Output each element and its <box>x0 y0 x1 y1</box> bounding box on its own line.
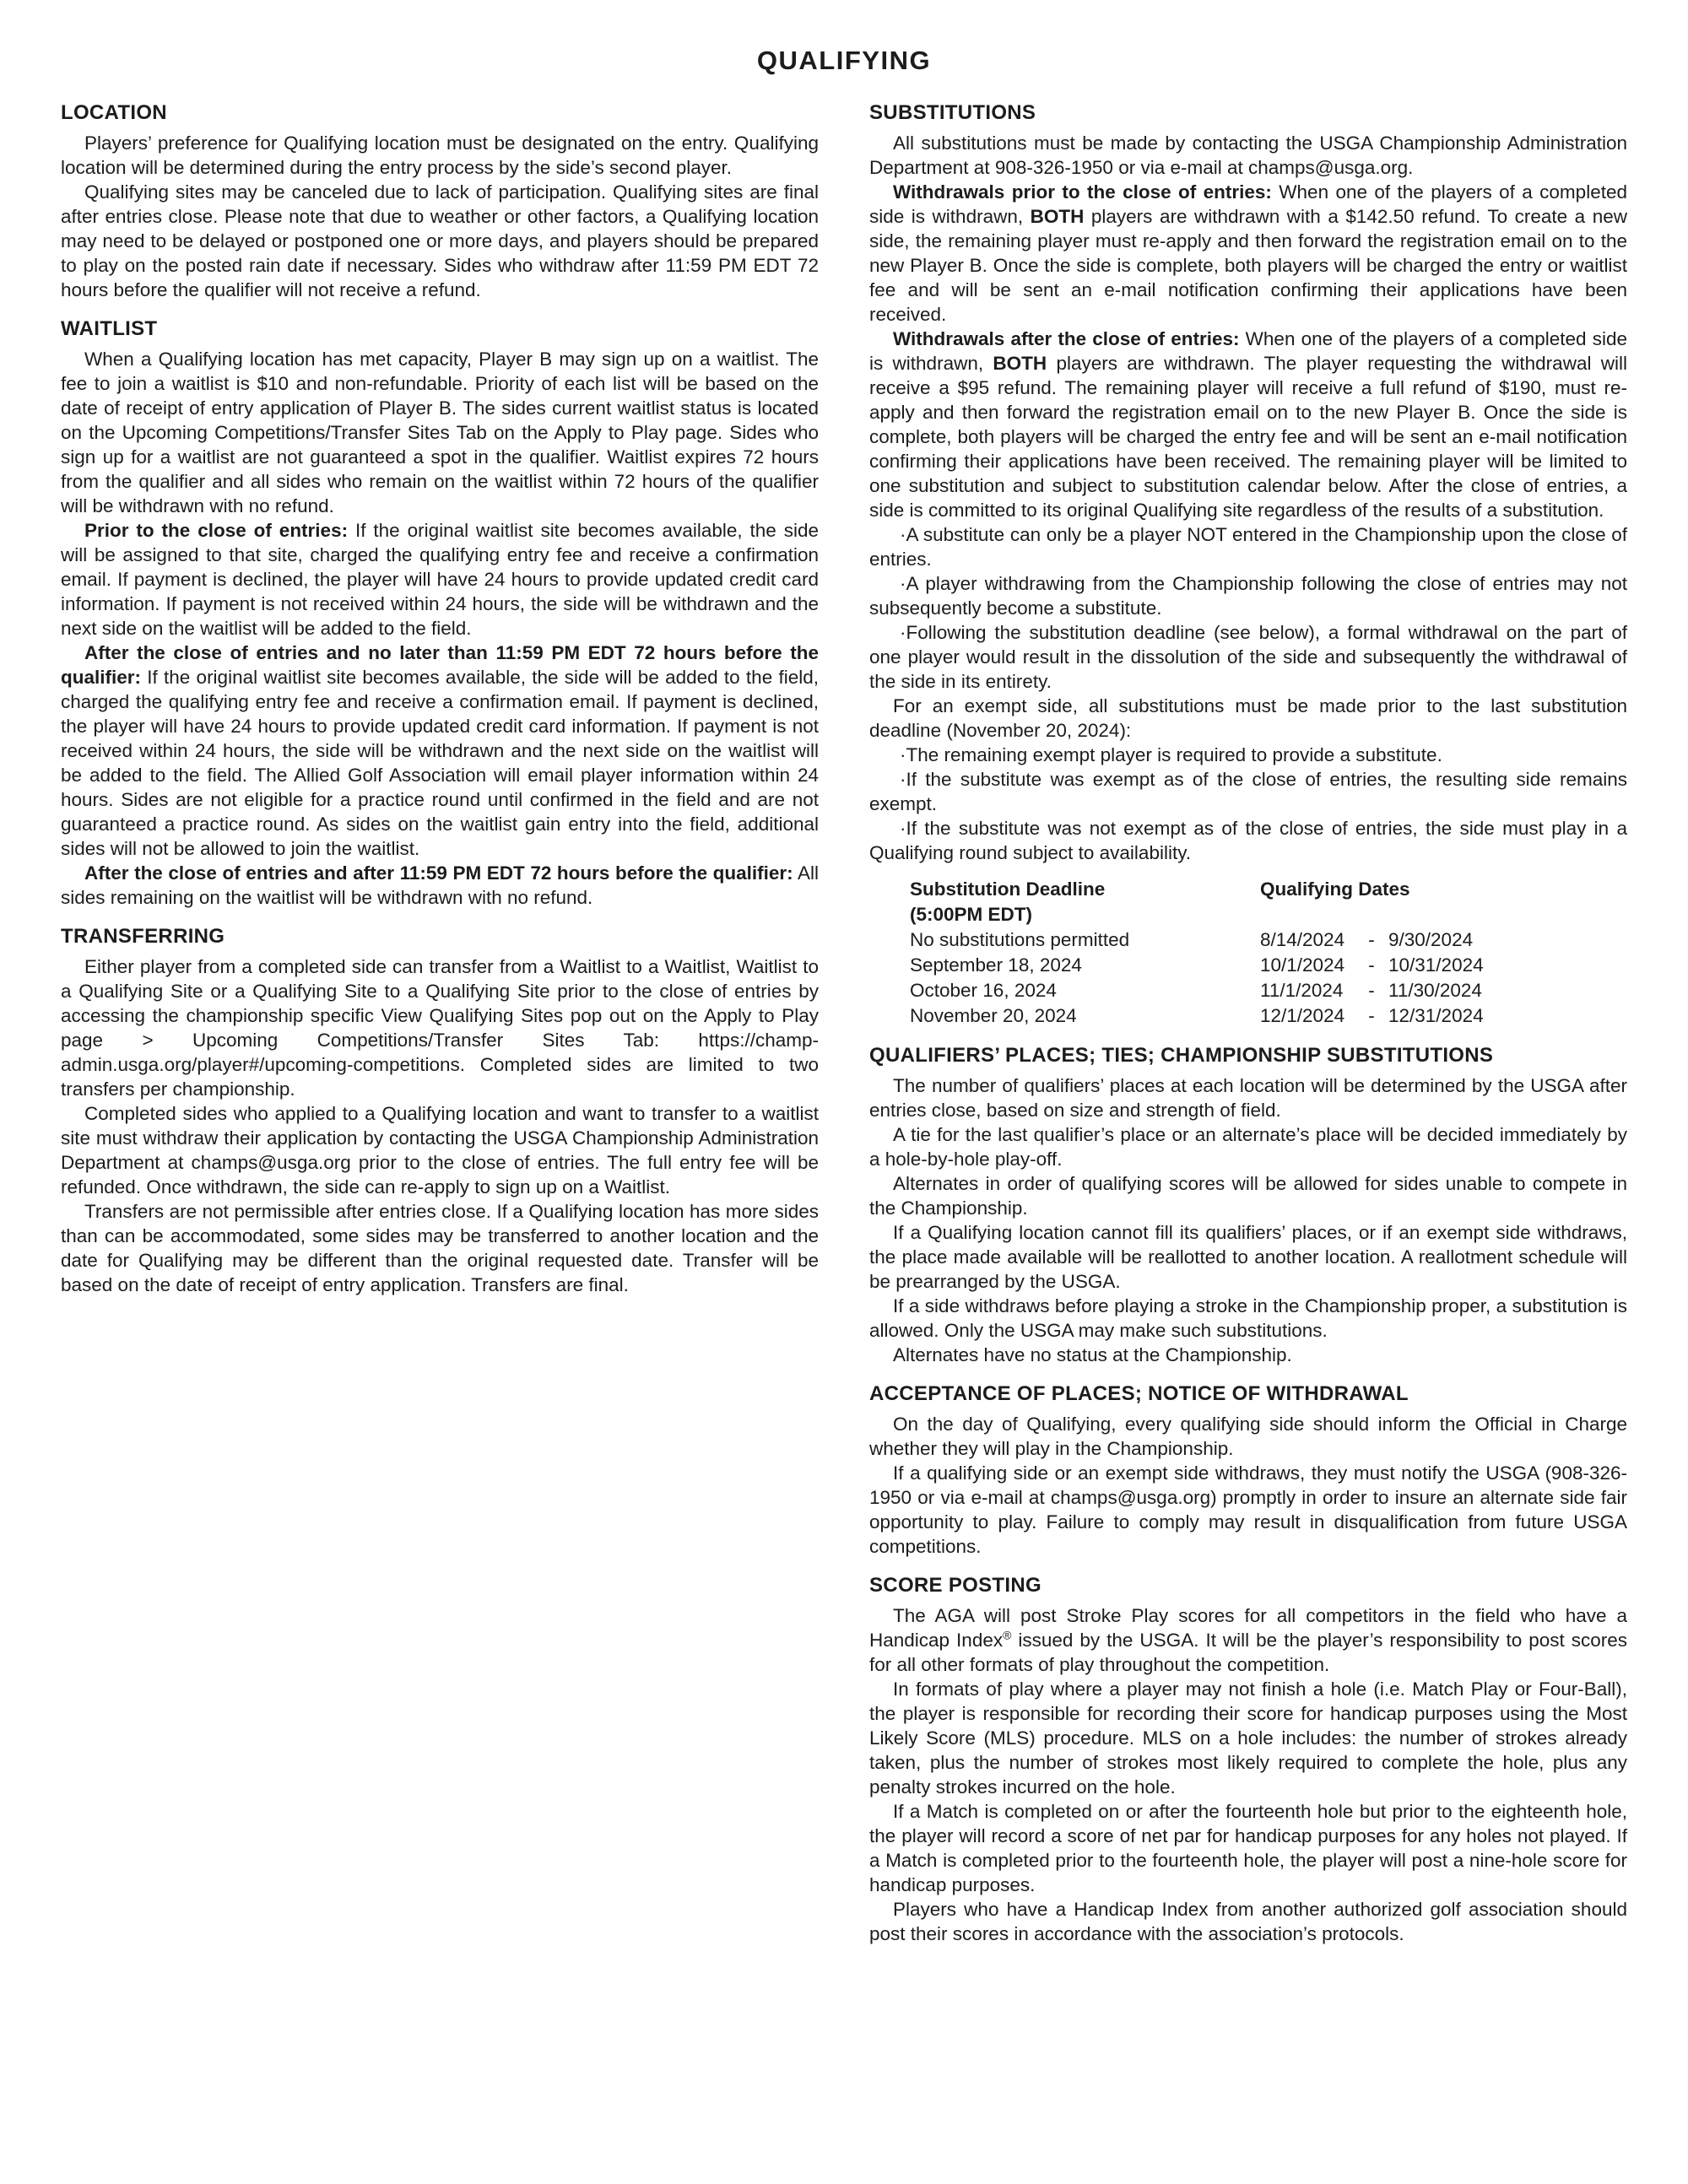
section-waitlist <box>61 317 819 910</box>
table-header-deadline: Substitution Deadline <box>910 878 1106 900</box>
table-cell-deadline: September 18, 2024 <box>910 954 1082 976</box>
paragraph: Withdrawals prior to the close of entries: When one of the players of a completed side is withdrawn, BOTH players are withdrawn with a $142.50 refund. To create a new side, the remaining player must re-apply and then forward the registration email on to the new Player B. Once the side is complete, both players will be charged the entry or waitlist fee and will be sent an e-mail notification confirming their applications have been received. <box>869 181 1627 325</box>
table-cell-date-end: 10/31/2024 <box>1388 954 1484 976</box>
section-qualifiers-places <box>869 1044 1627 1367</box>
table-row <box>910 978 1627 1003</box>
table-cell-date-separator: - <box>1368 954 1375 976</box>
table-row <box>910 953 1627 978</box>
paragraph: Withdrawals after the close of entries: When one of the players of a completed side is withdrawn, BOTH players are withdrawn. The player requesting the withdrawal will receive a $95 refund. The remaining player will receive a full refund of $190, must re-apply and then forward the registration email on to the new Player B. Once the side is complete, both players will be charged the entry fee and will be sent an e-mail notification confirming their applications have been received. The remaining player will be limited to one substitution and subject to substitution calendar below. After the close of entries, a side is committed to its original Qualifying site regardless of the results of a substitution. <box>869 328 1627 521</box>
paragraph: Either player from a completed side can transfer from a Waitlist to a Waitlist, Waitlist to a Qualifying Site or a Qualifying Site to a Qualifying Site prior to the close of entries by accessing the championship specific View Qualifying Sites pop out on the Apply to Play page > Upcoming Competitions/Transfer Sites Tab: https://champ-admin.usga.org/player#/upcoming-competitions. Completed sides are limited to two transfers per championship. <box>61 956 819 1100</box>
section-substitutions <box>869 101 1627 1029</box>
bullet-item: ·The remaining exempt player is required to provide a substitute. <box>900 744 1442 765</box>
table-header-dates: Qualifying Dates <box>1260 878 1410 900</box>
section-heading-substitutions: SUBSTITUTIONS <box>869 101 1036 124</box>
paragraph: If a Match is completed on or after the fourteenth hole but prior to the eighteenth hole, the player will record a score of net par for handicap purposes for any holes not played. If a Match is completed prior to the fourteenth hole, the player will post a nine-hole score for handicap purposes. <box>869 1801 1627 1895</box>
paragraph: On the day of Qualifying, every qualifying side should inform the Official in Charge whether they will play in the Championship. <box>869 1414 1627 1459</box>
paragraph: When a Qualifying location has met capacity, Player B may sign up on a waitlist. The fee to join a waitlist is $10 and non-refundable. Priority of each list will be based on the date of receipt of entry application of Player B. The sides current waitlist status is located on the Upcoming Competitions/Transfer Sites Tab on the Apply to Play page. Sides who sign up for a waitlist are not guaranteed a spot in the qualifier. Waitlist expires 72 hours from the qualifier and all sides who remain on the waitlist within 72 hours of the qualifier will be withdrawn with no refund. <box>61 349 819 516</box>
paragraph: Completed sides who applied to a Qualifying location and want to transfer to a waitlist site must withdraw their application by contacting the USGA Championship Administration Department at champs@usga.org prior to the close of entries. The full entry fee will be refunded. Once withdrawn, the side can re-apply to sign up on a Waitlist. <box>61 1103 819 1197</box>
content-columns <box>61 101 1627 1946</box>
table-cell-date-separator: - <box>1368 980 1375 1001</box>
section-transferring <box>61 925 819 1297</box>
paragraph: A tie for the last qualifier’s place or an alternate’s place will be decided immediately by a hole-by-hole play-off. <box>869 1124 1627 1170</box>
section-acceptance <box>869 1382 1627 1559</box>
table-cell-deadline: November 20, 2024 <box>910 1005 1077 1026</box>
table-cell-deadline: October 16, 2024 <box>910 980 1057 1001</box>
right-column <box>869 101 1627 1946</box>
paragraph: The number of qualifiers’ places at each location will be determined by the USGA after entries close, based on size and strength of field. <box>869 1075 1627 1121</box>
table-cell-date-separator: - <box>1368 1005 1375 1026</box>
bullet-item: ·A player withdrawing from the Championship following the close of entries may not subsequently become a substitute. <box>869 573 1627 619</box>
paragraph: Players who have a Handicap Index from another authorized golf association should post their scores in accordance with the association’s protocols. <box>869 1899 1627 1944</box>
paragraph: For an exempt side, all substitutions must be made prior to the last substitution deadline (November 20, 2024): <box>869 695 1627 741</box>
table-cell-date-start: 10/1/2024 <box>1260 954 1345 976</box>
section-score-posting <box>869 1574 1627 1946</box>
section-heading-acceptance: ACCEPTANCE OF PLACES; NOTICE OF WITHDRAWAL <box>869 1382 1409 1405</box>
table-cell-deadline: No substitutions permitted <box>910 929 1130 950</box>
paragraph: If a Qualifying location cannot fill its qualifiers’ places, or if an exempt side withdraws, the place made available will be reallotted to another location. A reallotment schedule will be prearranged by the USGA. <box>869 1222 1627 1292</box>
paragraph: Alternates in order of qualifying scores will be allowed for sides unable to compete in the Championship. <box>869 1173 1627 1219</box>
table-row <box>910 1003 1627 1029</box>
table-cell-date-end: 11/30/2024 <box>1388 980 1482 1001</box>
table-header-row-2 <box>910 902 1627 927</box>
left-column <box>61 101 819 1946</box>
paragraph: All substitutions must be made by contacting the USGA Championship Administration Department at 908-326-1950 or via e-mail at champs@usga.org. <box>869 132 1627 178</box>
table-header-deadline-time: (5:00PM EDT) <box>910 904 1033 925</box>
paragraph: After the close of entries and no later than 11:59 PM EDT 72 hours before the qualifier: If the original waitlist site becomes available, the side will be added to the field, charged the qualifying entry fee and receive a confirmation email. If payment is declined, the player will have 24 hours to provide updated credit card information. If payment is not received within 24 hours, the side will be withdrawn and the next side on the waitlist will be added to the field. The Allied Golf Association will email player information within 24 hours. Sides are not eligible for a practice round until confirmed in the field and are not guaranteed a practice round. As sides on the waitlist gain entry into the field, additional sides will not be allowed to join the waitlist. <box>61 642 819 859</box>
table-header-row <box>910 877 1627 902</box>
paragraph: Players’ preference for Qualifying location must be designated on the entry. Qualifying location will be determined during the entry process by the side’s second player. <box>61 132 819 178</box>
section-heading-waitlist: WAITLIST <box>61 317 158 340</box>
paragraph: Prior to the close of entries: If the original waitlist site becomes available, the side will be assigned to that site, charged the qualifying entry fee and receive a confirmation email. If payment is declined, the player will have 24 hours to provide updated credit card information. If payment is not received within 24 hours, the side will be withdrawn and the next side on the waitlist will be added to the field. <box>61 520 819 639</box>
table-cell-date-separator: - <box>1368 929 1375 950</box>
substitution-deadline-table <box>910 877 1627 1029</box>
table-cell-date-end: 9/30/2024 <box>1388 929 1474 950</box>
paragraph: Transfers are not permissible after entries close. If a Qualifying location has more sides than can be accommodated, some sides may be transferred to another location and the date for Qualifying may be different than the original requested date. Transfer will be based on the date of receipt of entry application. Transfers are final. <box>61 1201 819 1295</box>
paragraph: If a side withdraws before playing a stroke in the Championship proper, a substitution is allowed. Only the USGA may make such substitutions. <box>869 1295 1627 1341</box>
section-heading-score-posting: SCORE POSTING <box>869 1574 1041 1597</box>
bullet-item: ·If the substitute was not exempt as of the close of entries, the side must play in a Qualifying round subject to availability. <box>869 818 1627 863</box>
table-cell-date-start: 12/1/2024 <box>1260 1005 1345 1026</box>
section-location <box>61 101 819 302</box>
paragraph: In formats of play where a player may not finish a hole (i.e. Match Play or Four-Ball), the player is responsible for recording their score for handicap purposes using the Most Likely Score (MLS) procedure. MLS on a hole includes: the number of strokes already taken, plus the number of strokes most likely required to complete the hole, plus any penalty strokes incurred on the hole. <box>869 1679 1627 1797</box>
paragraph: Alternates have no status at the Championship. <box>893 1344 1292 1365</box>
table-cell-date-start: 11/1/2024 <box>1260 980 1344 1001</box>
table-row <box>910 927 1627 953</box>
paragraph: If a qualifying side or an exempt side withdraws, they must notify the USGA (908-326-1950 or via e-mail at champs@usga.org) promptly in order to insure an alternate side fair opportunity to play. Failure to comply may result in disqualification from future USGA competitions. <box>869 1462 1627 1557</box>
bullet-item: ·If the substitute was exempt as of the close of entries, the resulting side remains exempt. <box>869 769 1627 814</box>
table-cell-date-start: 8/14/2024 <box>1260 929 1345 950</box>
paragraph: The AGA will post Stroke Play scores for all competitors in the field who have a Handicap Index® issued by the USGA. It will be the player’s responsibility to post scores for all other formats of play throughout the competition. <box>869 1605 1628 1675</box>
bullet-item: ·A substitute can only be a player NOT entered in the Championship upon the close of entries. <box>869 524 1627 570</box>
page-title: QUALIFYING <box>756 46 932 75</box>
table-cell-date-end: 12/31/2024 <box>1388 1005 1484 1026</box>
section-heading-transferring: TRANSFERRING <box>61 925 225 948</box>
section-heading-location: LOCATION <box>61 101 167 124</box>
section-heading-qualifiers-places: QUALIFIERS’ PLACES; TIES; CHAMPIONSHIP SUBSTITUTIONS <box>869 1044 1494 1067</box>
paragraph: After the close of entries and after 11:59 PM EDT 72 hours before the qualifier: All sides remaining on the waitlist will be withdrawn with no refund. <box>61 862 820 908</box>
bullet-item: ·Following the substitution deadline (see below), a formal withdrawal on the part of one player would result in the dissolution of the side and subsequently the withdrawal of the side in its entirety. <box>869 622 1627 692</box>
paragraph: Qualifying sites may be canceled due to lack of participation. Qualifying sites are final after entries close. Please note that due to weather or other factors, a Qualifying location may need to be delayed or postponed one or more days, and players should be prepared to play on the posted rain date if necessary. Sides who withdraw after 11:59 PM EDT 72 hours before the qualifier will not receive a refund. <box>61 181 819 300</box>
